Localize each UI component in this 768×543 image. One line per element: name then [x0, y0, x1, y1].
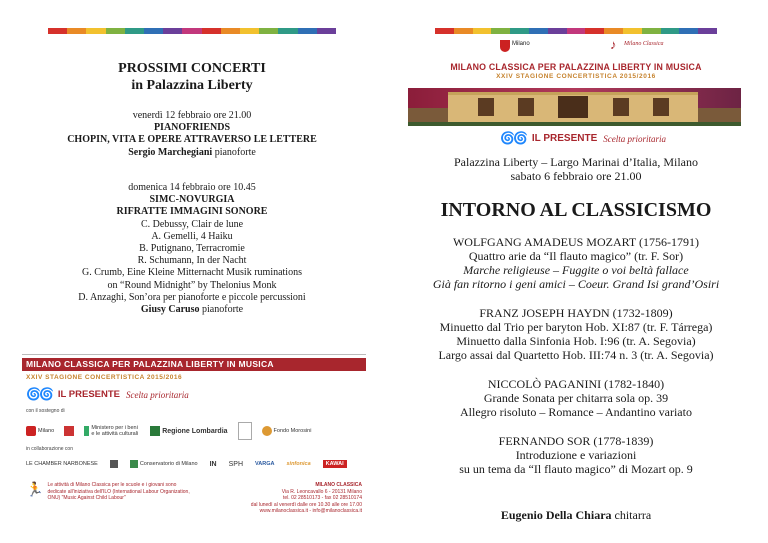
- logo-sq: [110, 460, 118, 468]
- composer-name: WOLFGANG AMADEUS MOZART (1756-1791): [452, 235, 700, 249]
- program-line: Largo assai dal Quartetto Hob. III:74 n. 3 (tr. A. Segovia): [438, 348, 714, 362]
- program-line: Minuetto dal Trio per baryton Hob. XI:87 (tr. F. Tárrega): [439, 320, 713, 334]
- stripe-segment: [510, 28, 529, 34]
- program-line: Grande Sonata per chitarra sola op. 39: [483, 391, 669, 405]
- left-color-stripe: [48, 28, 336, 34]
- right-performer: [384, 508, 768, 522]
- stripe-segment: [125, 28, 144, 34]
- support-logos: [26, 420, 366, 442]
- stripe-segment: [221, 28, 240, 34]
- footer-ilo-text: Le attività di Milano Classica per le scuole e i giovani sono dedicate all'iniziativa dell'ILO (International Labour Organization, ONU) "Music Against Child Labour": [47, 482, 190, 501]
- program-block-mozart: [384, 235, 768, 291]
- concert-2-subtitle: RIFRATTE IMMAGINI SONORE: [116, 206, 268, 218]
- logo-regione: Regione Lombardia: [150, 426, 227, 436]
- logo-red-square: [64, 426, 74, 436]
- logo-ministero: Ministero per i beni e le attività culturali: [84, 425, 140, 437]
- right-logo-milano: Milano: [512, 41, 530, 47]
- stripe-segment: [317, 28, 336, 34]
- right-presente: [500, 131, 666, 146]
- footer-contact-line: Via R. Leoncavallo 6 - 20131 Milano: [281, 488, 362, 495]
- stripe-segment: [182, 28, 201, 34]
- footer-contact-line: tel. 02 28510173 - fax 02 28510174: [283, 495, 362, 501]
- concert-2-performer: [0, 304, 384, 316]
- footer-contact: [251, 482, 362, 515]
- logo-chamber: LE CHAMBER NARBONESE: [26, 461, 98, 467]
- composer-name: FRANZ JOSEPH HAYDN (1732-1809): [479, 306, 673, 320]
- right-logo-milano-classica: Milano Classica: [624, 41, 664, 47]
- stripe-segment: [623, 28, 642, 34]
- program-line: Minuetto dalla Sinfonia Hob. I:96 (tr. A. Segovia): [456, 334, 696, 348]
- program-block-haydn: [384, 306, 768, 362]
- stripe-segment: [454, 28, 473, 34]
- milano-crest-icon: [26, 426, 36, 436]
- right-presente-label: IL PRESENTE: [531, 133, 598, 144]
- right-header-logos: [384, 38, 768, 58]
- right-date: sabato 6 febbraio ore 21.00: [510, 169, 642, 183]
- right-banner-season: XXIV STAGIONE CONCERTISTICA 2015/2016: [496, 73, 656, 80]
- spiral-icon: 🌀🌀: [500, 131, 526, 145]
- concert-2: [0, 182, 384, 316]
- concert-2-program-line: A. Gemelli, 4 Haiku: [151, 230, 233, 242]
- concert-2-program-line: on “Round Midnight” by Thelonius Monk: [107, 279, 277, 291]
- concert-2-program-line: G. Crumb, Eine Kleine Mitternacht Musik ruminations: [82, 267, 302, 279]
- stripe-segment: [491, 28, 510, 34]
- concert-1: [0, 110, 384, 159]
- concert-1-date: venerdì 12 febbraio ore 21.00: [132, 110, 252, 121]
- stripe-segment: [604, 28, 623, 34]
- panel-season: XXIV STAGIONE CONCERTISTICA 2015/2016: [26, 374, 183, 381]
- concert-1-subtitle: CHOPIN, VITA E OPERE ATTRAVERSO LE LETTERE: [67, 134, 317, 146]
- stripe-segment: [202, 28, 221, 34]
- stripe-segment: [567, 28, 586, 34]
- ilo-figure-icon: 🏃: [26, 481, 44, 497]
- panel-scelta-label: Scelta prioritaria: [126, 389, 189, 400]
- support-label: con il sostegno di: [26, 408, 65, 414]
- stripe-segment: [48, 28, 67, 34]
- concert-1-performer: [0, 147, 384, 159]
- program-line-italic: Marche religieuse – Fuggite o voi beltà fallace: [463, 263, 689, 277]
- stripe-segment: [698, 28, 717, 34]
- conservatorio-icon: [130, 460, 138, 468]
- program-block-sor: [384, 434, 768, 476]
- red-square-icon: [64, 426, 74, 436]
- concert-2-performer-role: pianoforte: [199, 304, 244, 316]
- stripe-segment: [642, 28, 661, 34]
- concert-2-performer-name: Giusy Caruso: [140, 304, 200, 316]
- stripe-segment: [679, 28, 698, 34]
- palazzina-photo: [408, 88, 741, 126]
- footer-org-name: MILANO CLASSICA: [315, 482, 362, 488]
- program-line: Quattro arie da “Il flauto magico” (tr. F. Sor): [468, 249, 684, 263]
- square-icon: [110, 460, 118, 468]
- stripe-segment: [67, 28, 86, 34]
- logo-sph: SPH: [228, 460, 244, 468]
- collab-label: in collaborazione con: [26, 446, 73, 452]
- stripe-segment: [548, 28, 567, 34]
- program-line: Allegro risoluto – Romance – Andantino variato: [460, 405, 692, 419]
- concert-2-program-line: D. Anzaghi, Son’ora per pianoforte e piccole percussioni: [78, 291, 306, 303]
- program-line-italic: Già fan ritorno i geni amici – Coeur. Grand Isi grand’Osiri: [432, 277, 720, 291]
- milano-classica-logo-icon: ♪: [610, 37, 617, 52]
- stripe-segment: [144, 28, 163, 34]
- panel-band-title: MILANO CLASSICA PER PALAZZINA LIBERTY IN MUSICA: [22, 358, 366, 371]
- stripe-segment: [106, 28, 125, 34]
- stripe-segment: [86, 28, 105, 34]
- stripe-segment: [298, 28, 317, 34]
- right-scelta-label: Scelta prioritaria: [603, 133, 667, 144]
- logo-fondo-morosini: Fondo Morosini: [262, 426, 312, 436]
- stripe-segment: [661, 28, 680, 34]
- logo-milano: Milano: [26, 426, 54, 436]
- stripe-segment: [435, 28, 454, 34]
- right-performer-role: chitarra: [611, 508, 652, 522]
- stripe-segment: [240, 28, 259, 34]
- stripe-segment: [585, 28, 604, 34]
- milano-crest-icon: [500, 40, 510, 52]
- logo-conservatorio: Conservatorio di Milano: [130, 460, 198, 468]
- regione-icon: [150, 426, 160, 436]
- concert-2-name: SIMC-NOVURGIA: [149, 194, 235, 206]
- program-line: su un tema da “Il flauto magico” di Mozart op. 9: [459, 462, 693, 476]
- logo-sinfonica: sinfonica: [286, 461, 311, 467]
- footer-contact-line: dal lunedì al venerdì dalle ore 10.30 alle ore 17.00: [250, 501, 362, 508]
- right-performer-name: Eugenio Della Chiara: [500, 508, 612, 522]
- concert-1-name: PIANOFRIENDS: [153, 122, 231, 134]
- stripe-segment: [278, 28, 297, 34]
- logo-varga: VARGA: [255, 461, 275, 467]
- stripe-segment: [529, 28, 548, 34]
- panel-presente: [26, 387, 366, 402]
- program-line: Introduzione e variazioni: [515, 448, 637, 462]
- left-title-line2: in Palazzina Liberty: [131, 78, 253, 93]
- ministero-icon: [84, 426, 89, 436]
- concert-2-program-line: C. Debussy, Clair de lune: [140, 218, 244, 230]
- panel-presente-label: IL PRESENTE: [57, 389, 121, 400]
- concert-1-performer-name: Sergio Marchegiani: [128, 146, 213, 158]
- concert-2-program-line: B. Putignano, Terracromie: [139, 243, 245, 255]
- concert-2-date: domenica 14 febbraio ore 10.45: [128, 182, 256, 193]
- right-venue: Palazzina Liberty – Largo Marinai d’Italia, Milano: [453, 155, 699, 169]
- logo-placeholder: [238, 422, 252, 440]
- stripe-segment: [473, 28, 492, 34]
- right-banner-title: MILANO CLASSICA PER PALAZZINA LIBERTY IN MUSICA: [450, 62, 702, 72]
- logo-in: IN: [209, 460, 217, 468]
- document-icon: [238, 422, 252, 440]
- footer-contact-line: www.milanoclassica.it - info@milanoclassica.it: [259, 508, 362, 514]
- left-title-line1: PROSSIMI CONCERTI: [118, 61, 266, 76]
- stripe-segment: [259, 28, 278, 34]
- logo-kawai: KAWAI: [323, 460, 347, 468]
- composer-name: NICCOLÒ PAGANINI (1782-1840): [487, 377, 665, 391]
- sponsor-panel: [22, 354, 366, 535]
- panel-footer: [22, 482, 366, 515]
- collab-logos: [26, 456, 366, 472]
- palazzina-facade-image: [408, 88, 741, 126]
- right-title: INTORNO AL CLASSICISMO: [440, 199, 712, 221]
- stripe-segment: [163, 28, 182, 34]
- spiral-icon: 🌀🌀: [26, 387, 52, 401]
- composer-name: FERNANDO SOR (1778-1839): [498, 434, 654, 448]
- right-color-stripe: [435, 28, 717, 34]
- concert-1-performer-role: pianoforte: [212, 146, 256, 158]
- concert-2-program-line: R. Schumann, In der Nacht: [137, 255, 247, 267]
- program-block-paganini: [384, 377, 768, 419]
- fondo-icon: [262, 426, 272, 436]
- footer-ilo: [26, 482, 196, 515]
